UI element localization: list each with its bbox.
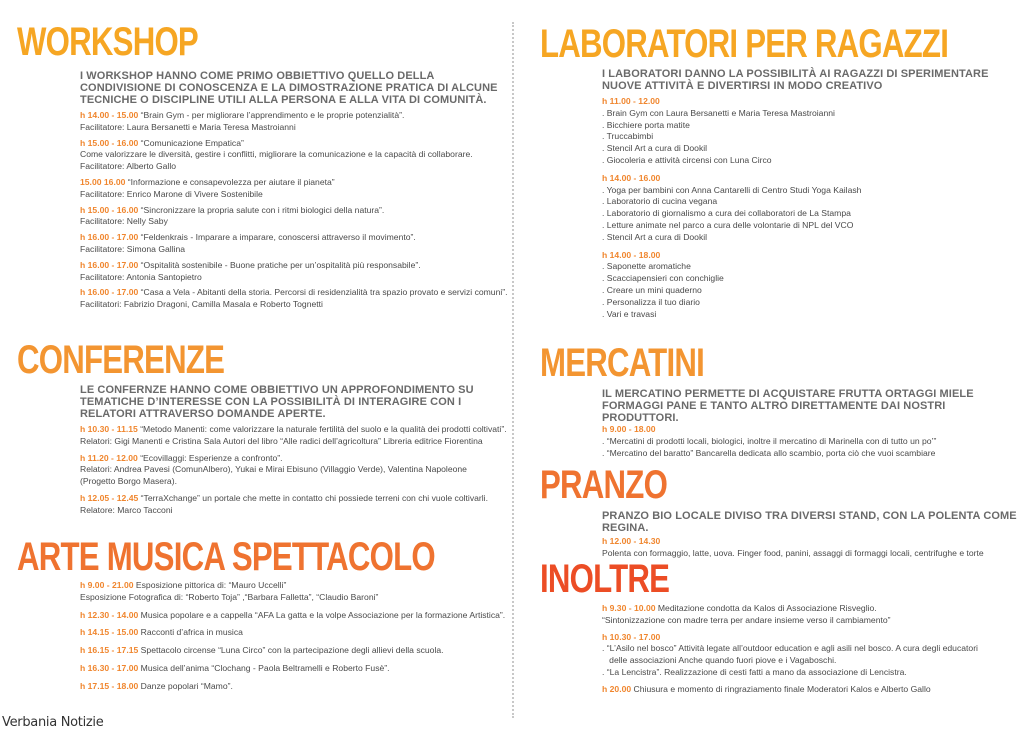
workshop-body [80,70,508,315]
arte-entry [80,681,500,693]
laboratori-section [540,24,1024,64]
entry-title: Musica dell’anima “Clochang - Paola Beltramelli e Roberto Fusè”. [138,662,390,673]
workshop-entry [80,110,500,134]
inoltre-entry [602,603,1022,627]
entry-time: h 15.00 - 16.00 [80,204,139,215]
entry-time: h 14.00 - 15.00 [80,110,139,120]
entry-title: “Comunicazione Empatica” [138,137,244,148]
entry-title: “Feldenkrais - Imparare a imparare, conoscersi attraverso il movimento”. [138,232,416,243]
entry-title: “Ospitalità sostenibile - Buone pratiche per un’ospitalità più responsabile”. [138,259,421,270]
group-item: . Stencil Art a cura di Dookil [602,231,708,242]
entry-title: “Informazione e consapevolezza per aiutare il pianeta” [125,176,335,187]
conferenze-entry [80,424,507,448]
entry-time: h 15.00 - 16.00 [80,137,139,148]
pranzo-intro: PRANZO BIO LOCALE DIVISO TRA DIVERSI STAND, CON LA POLENTA COME REGINA. [602,510,1017,534]
mercatini-time: h 9.00 - 18.00 [602,424,656,434]
laboratori-body [602,68,1012,326]
mercatini-item: . “Mercatino del baratto” Bancarella dedicata allo scambio, porta ciò che vuoi scambiare [602,447,936,458]
entry-detail: Relatori: Gigi Manenti e Cristina Sala Autori del libro “Alle radici dell’agricoltura” Libreria editrice Fiorentina [80,435,483,446]
entry-detail: Facilitatore: Simona Gallina [80,243,186,254]
entry-title: “Ecovillaggi: Esperienze a confronto”. [137,452,283,463]
group-item: . Vari e travasi [602,308,657,319]
entry-title: Racconti d’africa in musica [138,627,243,638]
entry-title: “Casa a Vela - Abitanti della storia. Percorsi di residenzialità tra spazio provato e servizi comuni”. [138,287,508,298]
inoltre-section [540,559,706,599]
entry-time: h 10.30 - 11.15 [80,424,138,434]
arte-entry [80,580,500,604]
workshop-entry [80,260,500,284]
group-time: h 11.00 - 12.00 [602,96,660,106]
laboratori-group [602,173,1012,244]
pranzo-body [602,510,1022,564]
entry-detail: Facilitatore: Nelly Saby [80,216,168,227]
entry-detail: delle associazioni Anche quando fuori piove e i Vagaboschi. [602,655,837,666]
entry-detail: Facilitatore: Enrico Marone di Vivere Sostenibile [80,188,263,199]
pranzo-text: Polenta con formaggio, latte, uova. Finger food, panini, assaggi di formaggi locali, centrifughe e torte [602,547,984,558]
workshop-entry [80,232,500,256]
entry-title: “Brain Gym - per migliorare l’apprendimento e le proprie potenzialità”. [138,110,405,120]
arte-entry [80,609,506,622]
entry-detail: Facilitatore: Alberto Gallo [80,161,177,172]
workshop-entry [80,138,500,173]
arte-entries [80,580,506,693]
conferenze-entries [80,424,507,517]
group-item: . Stencil Art a cura di Dookil [602,143,708,154]
entry-time: h 14.15 - 15.00 [80,627,139,638]
entry-title: Musica popolare e a cappella “AFA La gatta e la volpe Associazione per la formazione Artistica”. [138,609,506,620]
column-divider [512,22,514,718]
mercatini-item: . “Mercatini di prodotti locali, biologici, inoltre il mercatino di Marinella con di tutto un po’” [602,435,937,446]
group-item: . Saponette aromatiche [602,261,691,272]
entry-title: Esposizione pittorica di: “Mauro Uccelli” [133,580,287,590]
entry-detail: Facilitatori: Fabrizio Dragoni, Camilla Masala e Roberto Tognetti [80,299,323,310]
arte-entry [80,663,500,675]
laboratori-heading: LABORATORI PER RAGAZZI [540,22,949,66]
entry-time: h 10.30 - 17.00 [602,631,661,642]
workshop-intro: I WORKSHOP HANNO COME PRIMO OBBIETTIVO QUELLO DELLA CONDIVISIONE DI CONOSCENZA E LA DIMOSTRAZIONE PRATICA DI ALCUNE TECNICHE O DISCIPLINE UTILI ALLA PERSONA E ALLA VITA DI COMUNITÀ. [80,70,498,106]
pranzo-heading: PRANZO [540,463,668,507]
inoltre-entry [602,684,1022,696]
entry-detail: . “L’Asilo nel bosco” Attività legate all’outdoor education e agli asili nel bosco. A cura degli educatori [602,643,978,654]
entry-time: h 11.20 - 12.00 [80,452,138,463]
group-time: h 14.00 - 18.00 [602,249,661,260]
workshop-entries [80,110,508,311]
entry-detail: Facilitatore: Laura Bersanetti e Maria Teresa Mastroianni [80,121,296,132]
arte-entry [80,627,500,639]
entry-time: h 12.05 - 12.45 [80,492,139,503]
inoltre-heading: INOLTRE [540,557,670,601]
pranzo-time: h 12.00 - 14.30 [602,536,661,546]
entry-detail: Facilitatore: Antonia Santopietro [80,271,202,282]
entry-detail: (Progetto Borgo Masera). [80,476,177,487]
inoltre-body [602,603,1022,701]
entry-time: h 16.30 - 17.00 [80,662,139,673]
entry-detail: Relatori: Andrea Pavesi (ComunAlbero), Yukai e Mirai Ebisuno (Villaggio Verde), Valentina Napoleone [80,464,467,475]
group-item: . Creare un mini quaderno [602,284,702,295]
entry-detail: . “La Lencistra”. Realizzazione di cesti fatti a mano da associazione di Lencistra. [602,666,907,677]
workshop-heading: WORKSHOP [17,20,198,64]
group-item: . Brain Gym con Laura Bersanetti e Maria Teresa Mastroianni [602,107,835,118]
inoltre-entries [602,603,1022,696]
pranzo-section [540,465,703,505]
mercatini-entry [602,424,1012,459]
conferenze-entry [80,493,500,517]
group-item: . Laboratorio di cucina vegana [602,196,718,207]
mercatini-heading: MERCATINI [540,341,704,385]
entry-time: h 17.15 - 18.00 [80,680,139,691]
entry-time: h 20.00 [602,683,632,694]
workshop-entry [80,287,508,311]
workshop-entry [80,205,500,229]
entry-time: h 16.00 - 17.00 [80,259,139,270]
group-item: . Scacciapensieri con conchiglie [602,273,724,284]
conferenze-entry [80,453,500,488]
group-time: h 14.00 - 16.00 [602,172,661,183]
arte-entry [80,645,500,657]
laboratori-group [602,250,1012,321]
entry-time: h 9.00 - 21.00 [80,580,134,590]
workshop-entry [80,177,500,201]
conferenze-body [80,384,507,522]
conferenze-intro: LE CONFERNZE HANNO COME OBBIETTIVO UN APPROFONDIMENTO SU TEMATICHE D’INTERESSE CON LA POSSIBILITÀ DI INTERAGIRE CON I RELATORI ATTRAVERSO DOMANDE APERTE. [80,384,474,420]
arte-body [80,580,506,699]
entry-title: Chiusura e momento di ringraziamento finale Moderatori Kalos e Alberto Gallo [631,683,931,694]
laboratori-groups [602,96,1012,320]
group-item: . Laboratorio di giornalismo a cura dei collaboratori de La Stampa [602,208,851,219]
entry-detail: Relatore: Marco Tacconi [80,504,173,515]
group-item: . Yoga per bambini con Anna Cantarelli di Centro Studi Yoga Kailash [602,184,862,195]
entry-time: h 16.00 - 17.00 [80,287,139,298]
entry-title: “Metodo Manenti: come valorizzare la naturale fertilità del suolo e la qualità dei prodotti coltivati”. [137,424,507,434]
group-item: . Personalizza il tuo diario [602,296,700,307]
entry-time: 15.00 16.00 [80,176,126,187]
laboratori-group [602,96,1012,167]
entry-time: h 12.30 - 14.00 [80,609,139,620]
group-item: . Truccabimbi [602,131,654,142]
arte-section [17,537,553,577]
entry-time: h 9.30 - 10.00 [602,603,656,613]
group-item: . Giocoleria e attività circensi con Luna Circo [602,154,772,165]
entry-title: “Sincronizzare la propria salute con i ritmi biologici della natura”. [138,204,385,215]
watermark: Verbania Notizie [2,715,104,730]
entry-title: Danze popolari “Mamo”. [138,680,233,691]
entry-time: h 16.15 - 17.15 [80,645,139,656]
workshop-section [17,22,249,62]
mercatini-section [540,343,750,383]
entry-time: h 16.00 - 17.00 [80,232,139,243]
group-item: . Bicchiere porta matite [602,119,690,130]
entry-title: Meditazione condotta da Kalos di Associazione Risveglio. [655,603,877,613]
group-item: . Letture animate nel parco a cura delle volontarie di NPL del VCO [602,219,854,230]
mercatini-body [602,388,1012,459]
conferenze-heading: CONFERENZE [17,338,225,382]
inoltre-entry [602,632,1022,679]
entry-title: “TerraXchange” un portale che mette in contatto chi possiede terreni con chi vuole coltivarli. [138,492,488,503]
entry-title: Spettacolo circense “Luna Circo” con la partecipazione degli allievi della scuola. [138,645,444,656]
conferenze-section [17,340,283,380]
laboratori-intro: I LABORATORI DANNO LA POSSIBILITÀ AI RAGAZZI DI SPERIMENTARE NUOVE ATTIVITÀ E DIVERTIRSI IN MODO CREATIVO [602,68,989,92]
entry-detail: “Sintonizzazione con madre terra per andare insieme verso il cambiamento” [602,614,891,625]
entry-detail: Come valorizzare le diversità, gestire i conflitti, migliorare la comunicazione e la capacità di collaborare. [80,149,473,160]
arte-heading: ARTE MUSICA SPETTACOLO [17,535,435,579]
entry-detail: Esposizione Fotografica di: “Roberto Toja” ,“Barbara Falletta”, “Claudio Baroni” [80,591,379,602]
mercatini-intro: IL MERCATINO PERMETTE DI ACQUISTARE FRUTTA ORTAGGI MIELE FORMAGGI PANE E TANTO ALTRO DIRETTAMENTE DAI NOSTRI PRODUTTORI. [602,388,974,424]
